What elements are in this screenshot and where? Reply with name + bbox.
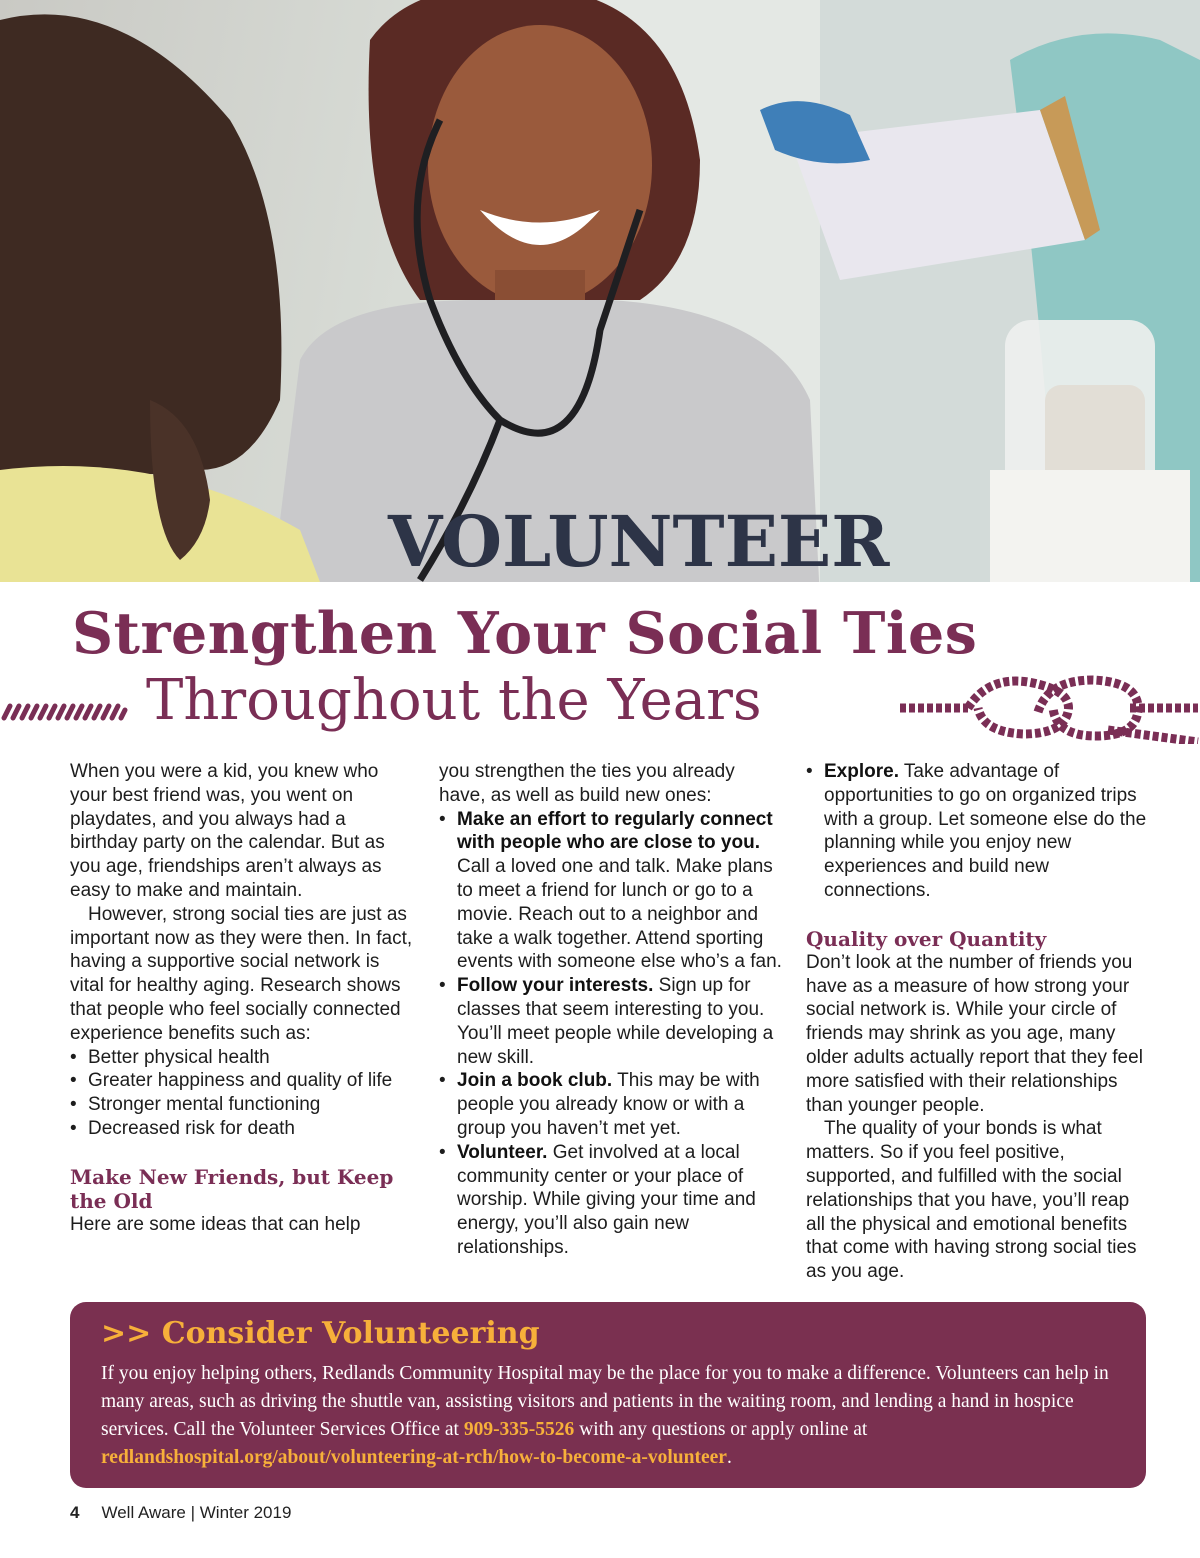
list-item: • Better physical health xyxy=(70,1046,415,1070)
page-footer xyxy=(70,1503,291,1523)
idea-title: Join a book club. xyxy=(457,1070,613,1092)
ideas-list xyxy=(439,808,784,1260)
volunteer-link[interactable]: redlandshospital.org/about/volunteering-at-rch/how-to-become-a-volunteer xyxy=(101,1447,727,1468)
article-subtitle: Throughout the Years xyxy=(146,668,762,733)
column-1 xyxy=(70,760,415,1237)
callout-text-part: with any questions or apply online at xyxy=(574,1419,868,1440)
phone-number[interactable]: 909-335-5526 xyxy=(463,1419,575,1440)
benefits-paragraph: However, strong social ties are just as important now as they were then. In fact, having a supportive social network is vital for healthy aging. Research shows that people who feel socially connected experience benefits such as: xyxy=(70,903,413,1044)
callout-text-part: . xyxy=(726,1447,732,1468)
idea-title: Explore. xyxy=(824,761,899,782)
idea-title: Follow your interests. xyxy=(457,975,654,997)
list-item: • Decreased risk for death xyxy=(70,1117,415,1141)
idea-title: Make an effort to regularly connect with people who are close to you. xyxy=(457,808,773,854)
quality-paragraph-1: Don’t look at the number of friends you have as a measure of how strong your social network is. While your circle of friends may shrink as you age, many older adults actually report that they feel more satisfied with their relationships than younger people. xyxy=(806,951,1143,1116)
article-title: Strengthen Your Social Ties xyxy=(72,600,978,667)
shirt-lettering: VOLUNTEER xyxy=(388,500,890,582)
ideas-lead-continued: you strengthen the ties you already have, as well as build new ones: xyxy=(439,761,735,806)
list-item xyxy=(439,974,784,1069)
hero-illustration xyxy=(0,0,1200,582)
ideas-lead: Here are some ideas that can help xyxy=(70,1213,361,1235)
intro-paragraph: When you were a kid, you knew who your best friend was, you went on playdates, and you always had a birthday party on the calendar. But as you age, friendships aren’t always as easy to make and maintain. xyxy=(70,761,385,901)
list-item xyxy=(439,1141,784,1260)
list-item xyxy=(439,1069,784,1140)
section-heading-quality: Quality over Quantity xyxy=(806,926,1047,951)
idea-text: Get involved at a local community center or your place of worship. While giving your time and energy, you’ll also gain new relationships. xyxy=(457,1141,756,1258)
column-3 xyxy=(806,760,1151,1284)
rope-knot-icon xyxy=(898,672,1200,744)
volunteer-callout xyxy=(70,1302,1146,1488)
idea-text: Take advantage of opportunities to go on organized trips with a group. Let someone else do the planning while you enjoy new experiences and build new connections. xyxy=(824,761,1147,901)
hero-photo xyxy=(0,0,1200,582)
benefits-list xyxy=(70,1046,415,1141)
list-item: • Greater happiness and quality of life xyxy=(70,1069,415,1093)
page-number: 4 xyxy=(70,1503,80,1522)
quality-paragraph-2: The quality of your bonds is what matters. So if you feel positive, supported, and fulfilled with the social relationships that you have, you’ll reap all the physical and emotional benefits that come with having strong social ties as you age. xyxy=(806,1118,1137,1283)
callout-text-part: If you enjoy helping others, Redlands Community Hospital may be the place for you to make a difference. Volunteers can help in many areas, such as driving the shuttle van, assisting visitors and patients in the waiting room, and lending a hand in hospice services. Call the Volunteer Services Office at xyxy=(101,1363,1109,1440)
volunteer-callout-text xyxy=(101,1360,1116,1472)
rope-divider-left xyxy=(0,703,128,721)
idea-title: Volunteer. xyxy=(457,1141,548,1163)
idea-text: Call a loved one and talk. Make plans to meet a friend for lunch or go to a movie. Reach out to a neighbor and take a walk together. Attend sporting events with someone else who’s a fan. xyxy=(457,856,782,973)
list-item xyxy=(439,808,784,975)
column-2 xyxy=(439,760,784,1260)
section-heading-make-new-friends: Make New Friends, but Keep the Old xyxy=(70,1164,394,1213)
list-item xyxy=(806,760,1151,903)
volunteer-callout-title: >> Consider Volunteering xyxy=(101,1316,540,1351)
idea-text: Sign up for classes that seem interesting to you. You’ll meet people while developing a new skill. xyxy=(457,975,774,1068)
ideas-list-continued xyxy=(806,760,1151,903)
publication-name: Well Aware | Winter 2019 xyxy=(101,1503,292,1522)
list-item: • Stronger mental functioning xyxy=(70,1093,415,1117)
idea-text: This may be with people you already know or with a group you haven’t met yet. xyxy=(457,1070,760,1139)
